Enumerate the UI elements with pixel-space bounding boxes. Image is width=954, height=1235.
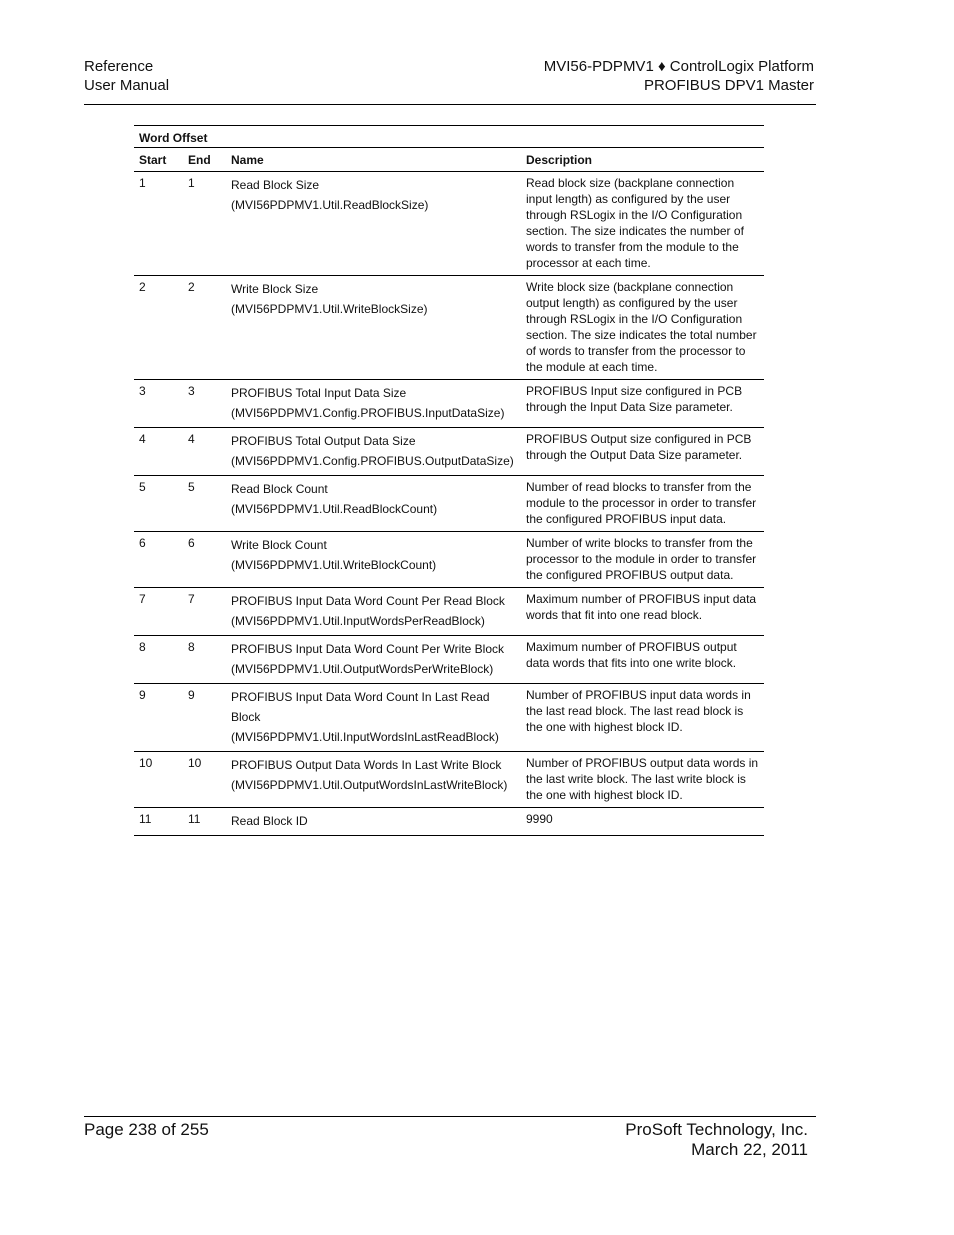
- cell-end: 9: [183, 684, 226, 752]
- column-header-start: Start: [134, 148, 183, 172]
- parameter-tag: (MVI56PDPMV1.Config.PROFIBUS.OutputDataSize): [231, 454, 514, 468]
- table-row: [134, 172, 764, 276]
- cell-name: [226, 428, 521, 476]
- table-row: [134, 684, 764, 752]
- cell-start: 7: [134, 588, 183, 636]
- cell-start: 1: [134, 172, 183, 276]
- cell-start: 2: [134, 276, 183, 380]
- column-header-description: Description: [521, 148, 764, 172]
- table-column-header-row: [134, 148, 764, 172]
- cell-end: 1: [183, 172, 226, 276]
- cell-start: 9: [134, 684, 183, 752]
- column-header-end: End: [183, 148, 226, 172]
- footer-company: ProSoft Technology, Inc.: [625, 1120, 808, 1139]
- header-section-title: Reference: [84, 58, 154, 75]
- parameter-tag: (MVI56PDPMV1.Util.WriteBlockSize): [231, 302, 428, 316]
- cell-end: 6: [183, 532, 226, 588]
- cell-name: [226, 808, 521, 836]
- cell-description: Number of PROFIBUS output data words in the last write block. The last write block is the one with highest block ID.: [521, 752, 764, 808]
- footer-rule: [84, 1116, 816, 1117]
- parameter-name: PROFIBUS Total Input Data Size: [231, 386, 407, 400]
- header-left: [84, 57, 169, 95]
- cell-end: 8: [183, 636, 226, 684]
- cell-start: 3: [134, 380, 183, 428]
- cell-description: PROFIBUS Input size configured in PCB through the Input Data Size parameter.: [521, 380, 764, 428]
- cell-name: [226, 476, 521, 532]
- cell-description: Read block size (backplane connection input length) as configured by the user through RSLogix in the I/O Configuration section. The size indicates the number of words to transfer from the module to the processor at each time.: [521, 172, 764, 276]
- cell-name: [226, 636, 521, 684]
- parameter-name: PROFIBUS Total Output Data Size: [231, 434, 416, 448]
- cell-name: [226, 532, 521, 588]
- parameter-tag: (MVI56PDPMV1.Util.OutputWordsPerWriteBlock): [231, 662, 494, 676]
- parameter-tag: (MVI56PDPMV1.Config.PROFIBUS.InputDataSize): [231, 406, 505, 420]
- parameter-name: Write Block Size: [231, 282, 319, 296]
- cell-end: 11: [183, 808, 226, 836]
- cell-end: 10: [183, 752, 226, 808]
- table-row: [134, 532, 764, 588]
- parameter-tag: (MVI56PDPMV1.Util.WriteBlockCount): [231, 558, 437, 572]
- cell-end: 7: [183, 588, 226, 636]
- parameter-name: Read Block Size: [231, 178, 320, 192]
- cell-end: 2: [183, 276, 226, 380]
- table-group-header-row: [134, 126, 764, 148]
- cell-start: 4: [134, 428, 183, 476]
- parameter-tag: (MVI56PDPMV1.Util.OutputWordsInLastWriteBlock): [231, 778, 508, 792]
- cell-description: PROFIBUS Output size configured in PCB through the Output Data Size parameter.: [521, 428, 764, 476]
- column-header-name: Name: [226, 148, 521, 172]
- parameter-name: Read Block ID: [231, 814, 308, 828]
- table-body: [134, 172, 764, 836]
- table-row: [134, 380, 764, 428]
- cell-name: [226, 380, 521, 428]
- parameter-tag: (MVI56PDPMV1.Util.ReadBlockSize): [231, 198, 429, 212]
- table-row: [134, 752, 764, 808]
- footer-right: [625, 1120, 808, 1160]
- parameter-name: PROFIBUS Input Data Word Count Per Write Block: [231, 642, 504, 656]
- table-row: [134, 636, 764, 684]
- header-doc-type: User Manual: [84, 77, 170, 94]
- parameter-tag: (MVI56PDPMV1.Util.InputWordsInLastReadBlock): [231, 730, 499, 744]
- cell-description: Maximum number of PROFIBUS input data words that fit into one read block.: [521, 588, 764, 636]
- parameter-name: PROFIBUS Input Data Word Count In Last Read Block: [231, 690, 490, 724]
- table-row: [134, 428, 764, 476]
- cell-start: 11: [134, 808, 183, 836]
- header-product-subtitle: PROFIBUS DPV1 Master: [643, 77, 814, 94]
- header-right: [544, 57, 814, 95]
- cell-description: Write block size (backplane connection output length) as configured by the user through RSLogix in the I/O Configuration section. The size indicates the total number of words to transfer from the processor to the module at each time.: [521, 276, 764, 380]
- header-product: MVI56-PDPMV1 ♦ ControlLogix Platform: [543, 58, 814, 75]
- footer-date: March 22, 2011: [691, 1140, 808, 1159]
- cell-name: [226, 684, 521, 752]
- cell-description: Number of PROFIBUS input data words in the last read block. The last read block is the one with highest block ID.: [521, 684, 764, 752]
- cell-name: [226, 276, 521, 380]
- parameter-tag: (MVI56PDPMV1.Util.InputWordsPerReadBlock): [231, 614, 485, 628]
- table-row: [134, 588, 764, 636]
- cell-description: 9990: [521, 808, 764, 836]
- cell-start: 10: [134, 752, 183, 808]
- header-rule: [84, 104, 816, 105]
- cell-name: [226, 588, 521, 636]
- cell-description: Maximum number of PROFIBUS output data words that fits into one write block.: [521, 636, 764, 684]
- cell-name: [226, 172, 521, 276]
- cell-end: 5: [183, 476, 226, 532]
- parameter-name: Read Block Count: [231, 482, 328, 496]
- cell-name: [226, 752, 521, 808]
- cell-start: 5: [134, 476, 183, 532]
- cell-description: Number of write blocks to transfer from the processor to the module in order to transfer the configured PROFIBUS output data.: [521, 532, 764, 588]
- table-row: [134, 476, 764, 532]
- cell-description: Number of read blocks to transfer from the module to the processor in order to transfer the configured PROFIBUS input data.: [521, 476, 764, 532]
- cell-end: 3: [183, 380, 226, 428]
- parameter-tag: (MVI56PDPMV1.Util.ReadBlockCount): [231, 502, 438, 516]
- cell-start: 8: [134, 636, 183, 684]
- cell-start: 6: [134, 532, 183, 588]
- parameter-name: Write Block Count: [231, 538, 327, 552]
- cell-end: 4: [183, 428, 226, 476]
- table-row: [134, 276, 764, 380]
- word-offset-header: Word Offset: [134, 126, 764, 148]
- table-row: [134, 808, 764, 836]
- register-table: [134, 125, 764, 836]
- footer-page-number: Page 238 of 255: [84, 1120, 209, 1139]
- parameter-name: PROFIBUS Input Data Word Count Per Read Block: [231, 594, 505, 608]
- parameter-name: PROFIBUS Output Data Words In Last Write Block: [231, 758, 502, 772]
